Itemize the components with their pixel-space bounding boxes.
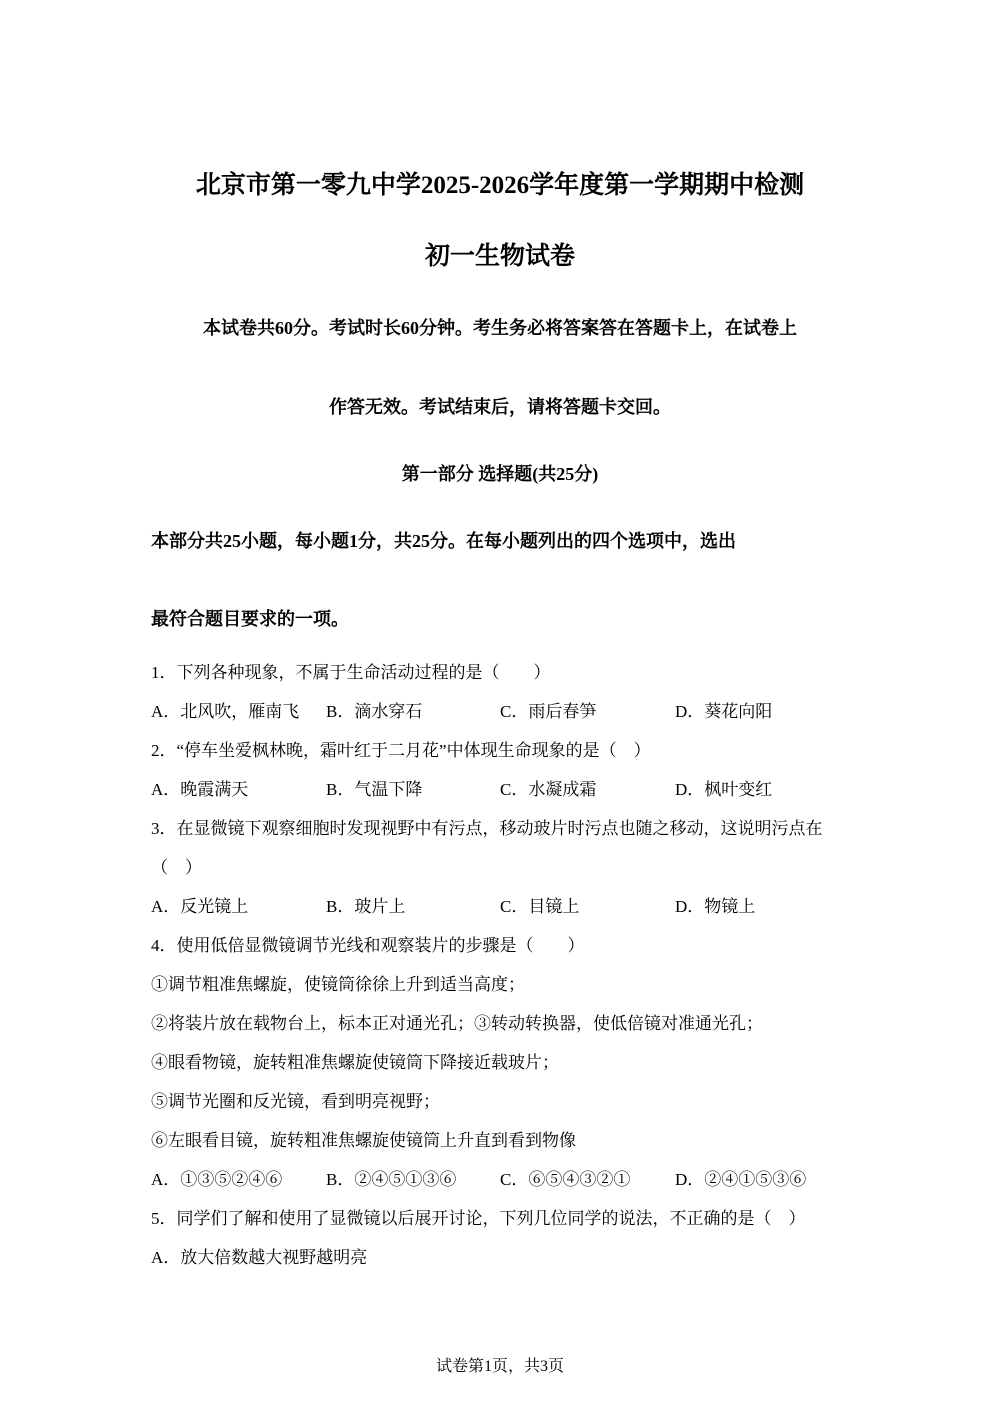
- option-b: B．玻片上: [326, 897, 406, 916]
- instructions-line-2: 作答无效。考试结束后，请将答题卡交回。: [329, 397, 671, 417]
- question-4-step: ④眼看物镜，旋转粗准焦螺旋使镜筒下降接近载玻片；: [151, 1053, 559, 1072]
- question-5: 5．同学们了解和使用了显微镜以后展开讨论，下列几位同学的说法，不正确的是（ ）: [151, 1209, 806, 1228]
- option-b: B．气温下降: [326, 780, 423, 799]
- option-a: A．①③⑤②④⑥: [151, 1170, 283, 1189]
- question-1: 1．下列各种现象，不属于生命活动过程的是（ ）: [151, 663, 551, 682]
- question-4-step: ⑥左眼看目镜，旋转粗准焦螺旋使镜筒上升直到看到物像: [151, 1131, 576, 1150]
- option-b: B．②④⑤①③⑥: [326, 1170, 457, 1189]
- exam-subtitle: 初一生物试卷: [424, 243, 575, 270]
- question-1-options: [151, 701, 851, 723]
- section-description-line-1: 本部分共25小题，每小题1分，共25分。在每小题列出的四个选项中，选出: [151, 531, 736, 551]
- option-b: B．滴水穿石: [326, 702, 423, 721]
- option-a: A．北风吹，雁南飞: [151, 702, 300, 721]
- question-4-step: ⑤调节光圈和反光镜，看到明亮视野；: [151, 1092, 440, 1111]
- question-4-step: ②将装片放在载物台上，标本正对通光孔；③转动转换器，使低倍镜对准通光孔；: [151, 1014, 763, 1033]
- section-description-line-2: 最符合题目要求的一项。: [151, 609, 349, 629]
- instructions-line-1: 本试卷共60分。考试时长60分钟。考生务必将答案答在答题卡上，在试卷上: [203, 318, 797, 338]
- option-d: D．物镜上: [675, 897, 756, 916]
- option-c: C．水凝成霜: [500, 780, 597, 799]
- question-5-option-a: A．放大倍数越大视野越明亮: [151, 1248, 368, 1267]
- question-4: 4．使用低倍显微镜调节光线和观察装片的步骤是（ ）: [151, 936, 585, 955]
- option-d: D．②④①⑤③⑥: [675, 1170, 807, 1189]
- question-2: 2．“停车坐爱枫林晚，霜叶红于二月花”中体现生命现象的是（ ）: [151, 741, 651, 760]
- question-3: 3．在显微镜下观察细胞时发现视野中有污点，移动玻片时污点也随之移动，这说明污点在: [151, 819, 823, 838]
- option-c: C．⑥⑤④③②①: [500, 1170, 631, 1189]
- question-3-options: [151, 896, 851, 918]
- section-title: 第一部分 选择题(共25分): [401, 464, 599, 484]
- option-c: C．雨后春笋: [500, 702, 597, 721]
- question-4-step: ①调节粗准焦螺旋，使镜筒徐徐上升到适当高度；: [151, 975, 525, 994]
- exam-title: 北京市第一零九中学2025-2026学年度第一学期期中检测: [195, 172, 805, 199]
- question-2-options: [151, 779, 851, 801]
- option-c: C．目镜上: [500, 897, 580, 916]
- option-d: D．葵花向阳: [675, 702, 773, 721]
- question-3-continued: （ ）: [151, 858, 202, 877]
- page-footer: 试卷第1页，共3页: [435, 1358, 564, 1375]
- option-d: D．枫叶变红: [675, 780, 773, 799]
- option-a: A．晚霞满天: [151, 780, 249, 799]
- option-a: A．反光镜上: [151, 897, 249, 916]
- question-4-options: [151, 1169, 851, 1191]
